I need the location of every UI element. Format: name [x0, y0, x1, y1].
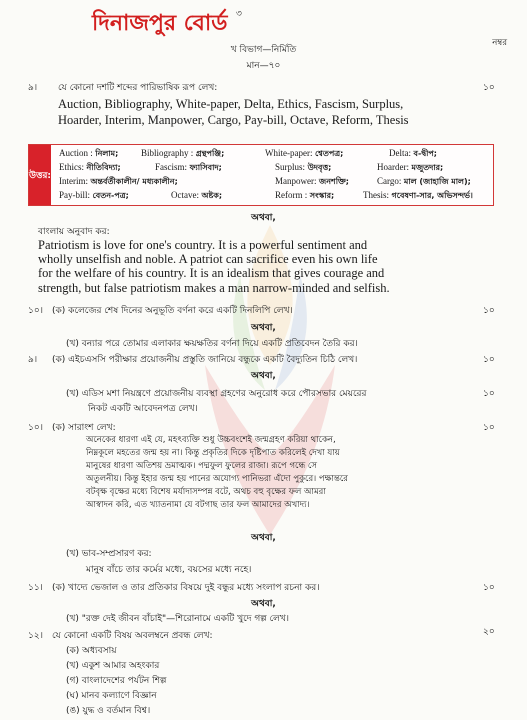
- question-score: ১০: [483, 306, 495, 316]
- expansion-line: মানুষ বাঁচে তার কর্মের মধ্যে, বয়সের মধ্যে নহে।: [86, 565, 252, 575]
- answer-item: Delta: ব-দ্বীপ;: [389, 148, 437, 158]
- question-part: (খ) বন্যার পরে তোমার এলাকার ক্ষয়ক্ষতির বর্ণনা দিয়ে একটি প্রতিবেদন তৈরি কর।: [66, 339, 358, 349]
- question-prompt: যে কোনো একটি বিষয় অবলম্বনে প্রবন্ধ লেখ:: [52, 631, 213, 641]
- answer-item: Pay-bill: বেতন-পত্র;: [59, 190, 129, 200]
- answer-item: Surplus: উদবৃত্ত;: [275, 162, 332, 172]
- translation-passage: Patriotism is love for one's country. It is a powerful sentiment and wholly unselfish and noble. A patriot can sacrifice even his own life for the welfare of his country. It is an idealism that gives courage and strength, but false patriotism makes a man narrow-minded and selfish.: [38, 238, 390, 295]
- essay-topic: (ঘ) মানব কল্যাণে বিজ্ঞান: [66, 691, 157, 701]
- or-separator: অথবা,: [251, 213, 276, 223]
- answer-item: Hoarder: মজুতদার;: [377, 162, 444, 172]
- question-part: (ক) কলেজের শেষ দিনের অনুভূতি বর্ণনা করে একটি দিনলিপি লেখ।: [52, 306, 293, 316]
- essay-topic: (খ) একুশ আমার অহংকার: [66, 661, 160, 671]
- question-part: (খ) "রক্ত দেই জীবন বাঁচাই"—শিরোনামে একটি খুদে গল্প লেখ।: [66, 614, 289, 624]
- answer-box: [28, 144, 494, 206]
- essay-topic: (ঙ) যুদ্ধ ও বর্তমান বিশ্ব।: [66, 706, 151, 716]
- answer-item: Manpower: জনশক্তি;: [275, 176, 349, 186]
- answer-item: Thesis: গবেষণা-সার, অভিসন্দর্ভ।: [363, 190, 473, 200]
- essay-topic: (গ) বাংলাদেশের পর্যটন শিল্প: [66, 676, 167, 686]
- word-list-line: Hoarder, Interim, Manpower, Cargo, Pay-bill, Octave, Reform, Thesis: [58, 113, 409, 127]
- answer-item: Reform : সংস্কার;: [275, 190, 335, 200]
- question-prompt: যে কোনো দশটি শব্দের পারিভাষিক রূপ লেখ:: [58, 83, 218, 93]
- answer-item: Cargo: মাল (জাহাজি মাল);: [377, 176, 471, 186]
- question-part: (ক) এইচএসসি পরীক্ষার প্রয়োজনীয় প্রস্তুতি জানিয়ে বন্ধুকে একটি বৈদ্যুতিন চিঠি লেখ।: [52, 355, 358, 365]
- question-number: ৯।: [28, 355, 38, 365]
- answer-item: Octave: অষ্টক;: [171, 190, 223, 200]
- question-number: ১০।: [28, 423, 43, 433]
- total-marks: মান—৭০: [246, 61, 281, 71]
- question-score: ১০: [483, 83, 495, 93]
- question-number: ১১।: [28, 583, 43, 593]
- answer-label: উত্তর:: [29, 145, 51, 205]
- question-score: ১০: [483, 423, 495, 433]
- answer-item: Fascism: ফ্যাসিবাদ;: [155, 162, 222, 172]
- question-score: ২০: [483, 627, 495, 637]
- question-score: ১০: [483, 389, 495, 399]
- question-part: (খ) ভাব-সম্প্রসারণ কর:: [66, 549, 152, 559]
- answer-item: Bibliography : গ্রন্থপঞ্জি;: [141, 148, 225, 158]
- translate-prompt: বাংলায় অনুবাদ কর:: [38, 227, 110, 237]
- answer-item: White-paper: শ্বেতপত্র;: [265, 148, 344, 158]
- answer-item: Auction : নিলাম;: [59, 148, 119, 158]
- or-separator: অথবা,: [251, 323, 276, 333]
- board-superscript: ৩: [236, 9, 242, 19]
- answer-item: Interim: অন্তর্বর্তীকালীন/ মধ্যকালীন;: [59, 176, 178, 186]
- question-number: ১২।: [28, 631, 43, 641]
- board-title: দিনাজপুর বোর্ড: [92, 11, 228, 36]
- word-list-line: Auction, Bibliography, White-paper, Delta, Ethics, Fascism, Surplus,: [58, 97, 404, 111]
- section-title: খ বিভাগ—নির্মিতি: [230, 45, 297, 55]
- question-part: নিকট একটি আবেদনপত্র লেখ।: [88, 404, 198, 414]
- question-number: ১০।: [28, 306, 43, 316]
- answer-item: Ethics: নীতিবিদ্যা;: [59, 162, 121, 172]
- question-score: ১০: [483, 355, 495, 365]
- or-separator: অথবা,: [251, 533, 276, 543]
- question-number: ৯।: [28, 83, 38, 93]
- marks-column-header: নম্বর: [492, 38, 507, 48]
- question-part: (ক) খাদ্যে ভেজাল ও তার প্রতিকার বিষয়ে দুই বন্ধুর মধ্যে সংলাপ রচনা কর।: [52, 583, 320, 593]
- summary-passage: অনেকের ধারণা এই যে, মহৎব্যক্তি শুধু উচ্চবংশেই জন্মগ্রহণ করিয়া থাকেন, নিম্নকূলে মহতের জন্ম হয় না। কিন্তু প্রকৃতির দিকে দৃষ্টিপাত করিলেই দেখা যায় মানুষের ধারণা অতিশয় ভ্রমাত্মক। পদ্মফুল ফুলের রাজা। রূপে গন্ধে সে অতুলনীয়। কিন্তু ইহার জন্ম হয় পানের অযোগ্য পানিভরা এঁদো পুকুরে। পক্ষান্তরে বটবৃক্ষ বৃক্ষের মধ্যে বিশেষ মর্যাদাসম্পন্ন বটে, অথচ বহু বৃক্ষের ফল আমরা আস্বাদন করি, এত খ্যাতনামা যে বটগাছ তার ফল আমাদের অখাদ্য।: [86, 435, 348, 510]
- or-separator: অথবা,: [251, 371, 276, 381]
- question-part: (ক) সারাংশ লেখ:: [52, 423, 116, 433]
- essay-topic: (ক) অধ্যবসায়: [66, 646, 117, 656]
- question-score: ১০: [483, 583, 495, 593]
- or-separator: অথবা,: [251, 599, 276, 609]
- question-part: (খ) এডিস মশা নিয়ন্ত্রণে প্রয়োজনীয় ব্যবস্থা গ্রহণের অনুরোধ করে পৌরসভার মেয়রের: [66, 389, 367, 399]
